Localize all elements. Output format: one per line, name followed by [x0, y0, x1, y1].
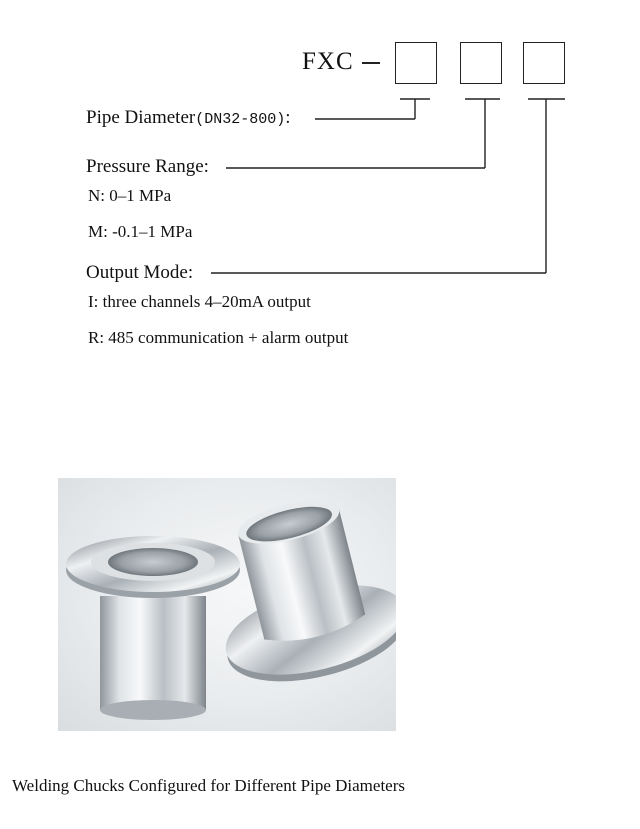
right-chuck	[195, 482, 396, 697]
code-connector-lines	[0, 0, 640, 300]
photo-caption: Welding Chucks Configured for Different Pipe Diameters	[12, 776, 406, 795]
output-option-r: R: 485 communication + alarm output	[88, 328, 349, 347]
model-code-prefix: FXC	[302, 48, 354, 75]
welding-chuck-photo	[58, 478, 396, 731]
welding-chuck-illustration	[58, 478, 396, 731]
pipe-diameter-suffix: :	[285, 107, 291, 128]
output-option-i: I: three channels 4–20mA output	[88, 292, 311, 311]
pipe-diameter-heading	[86, 107, 291, 129]
left-chuck	[66, 536, 240, 720]
output-mode-heading: Output Mode:	[86, 262, 194, 283]
pressure-option-m: M: -0.1–1 MPa	[88, 222, 193, 241]
pressure-range-heading: Pressure Range:	[86, 156, 209, 177]
pipe-diameter-range: (DN32-800)	[195, 111, 286, 128]
pipe-diameter-label: Pipe Diameter	[86, 107, 196, 128]
pressure-option-n: N: 0–1 MPa	[88, 186, 172, 205]
